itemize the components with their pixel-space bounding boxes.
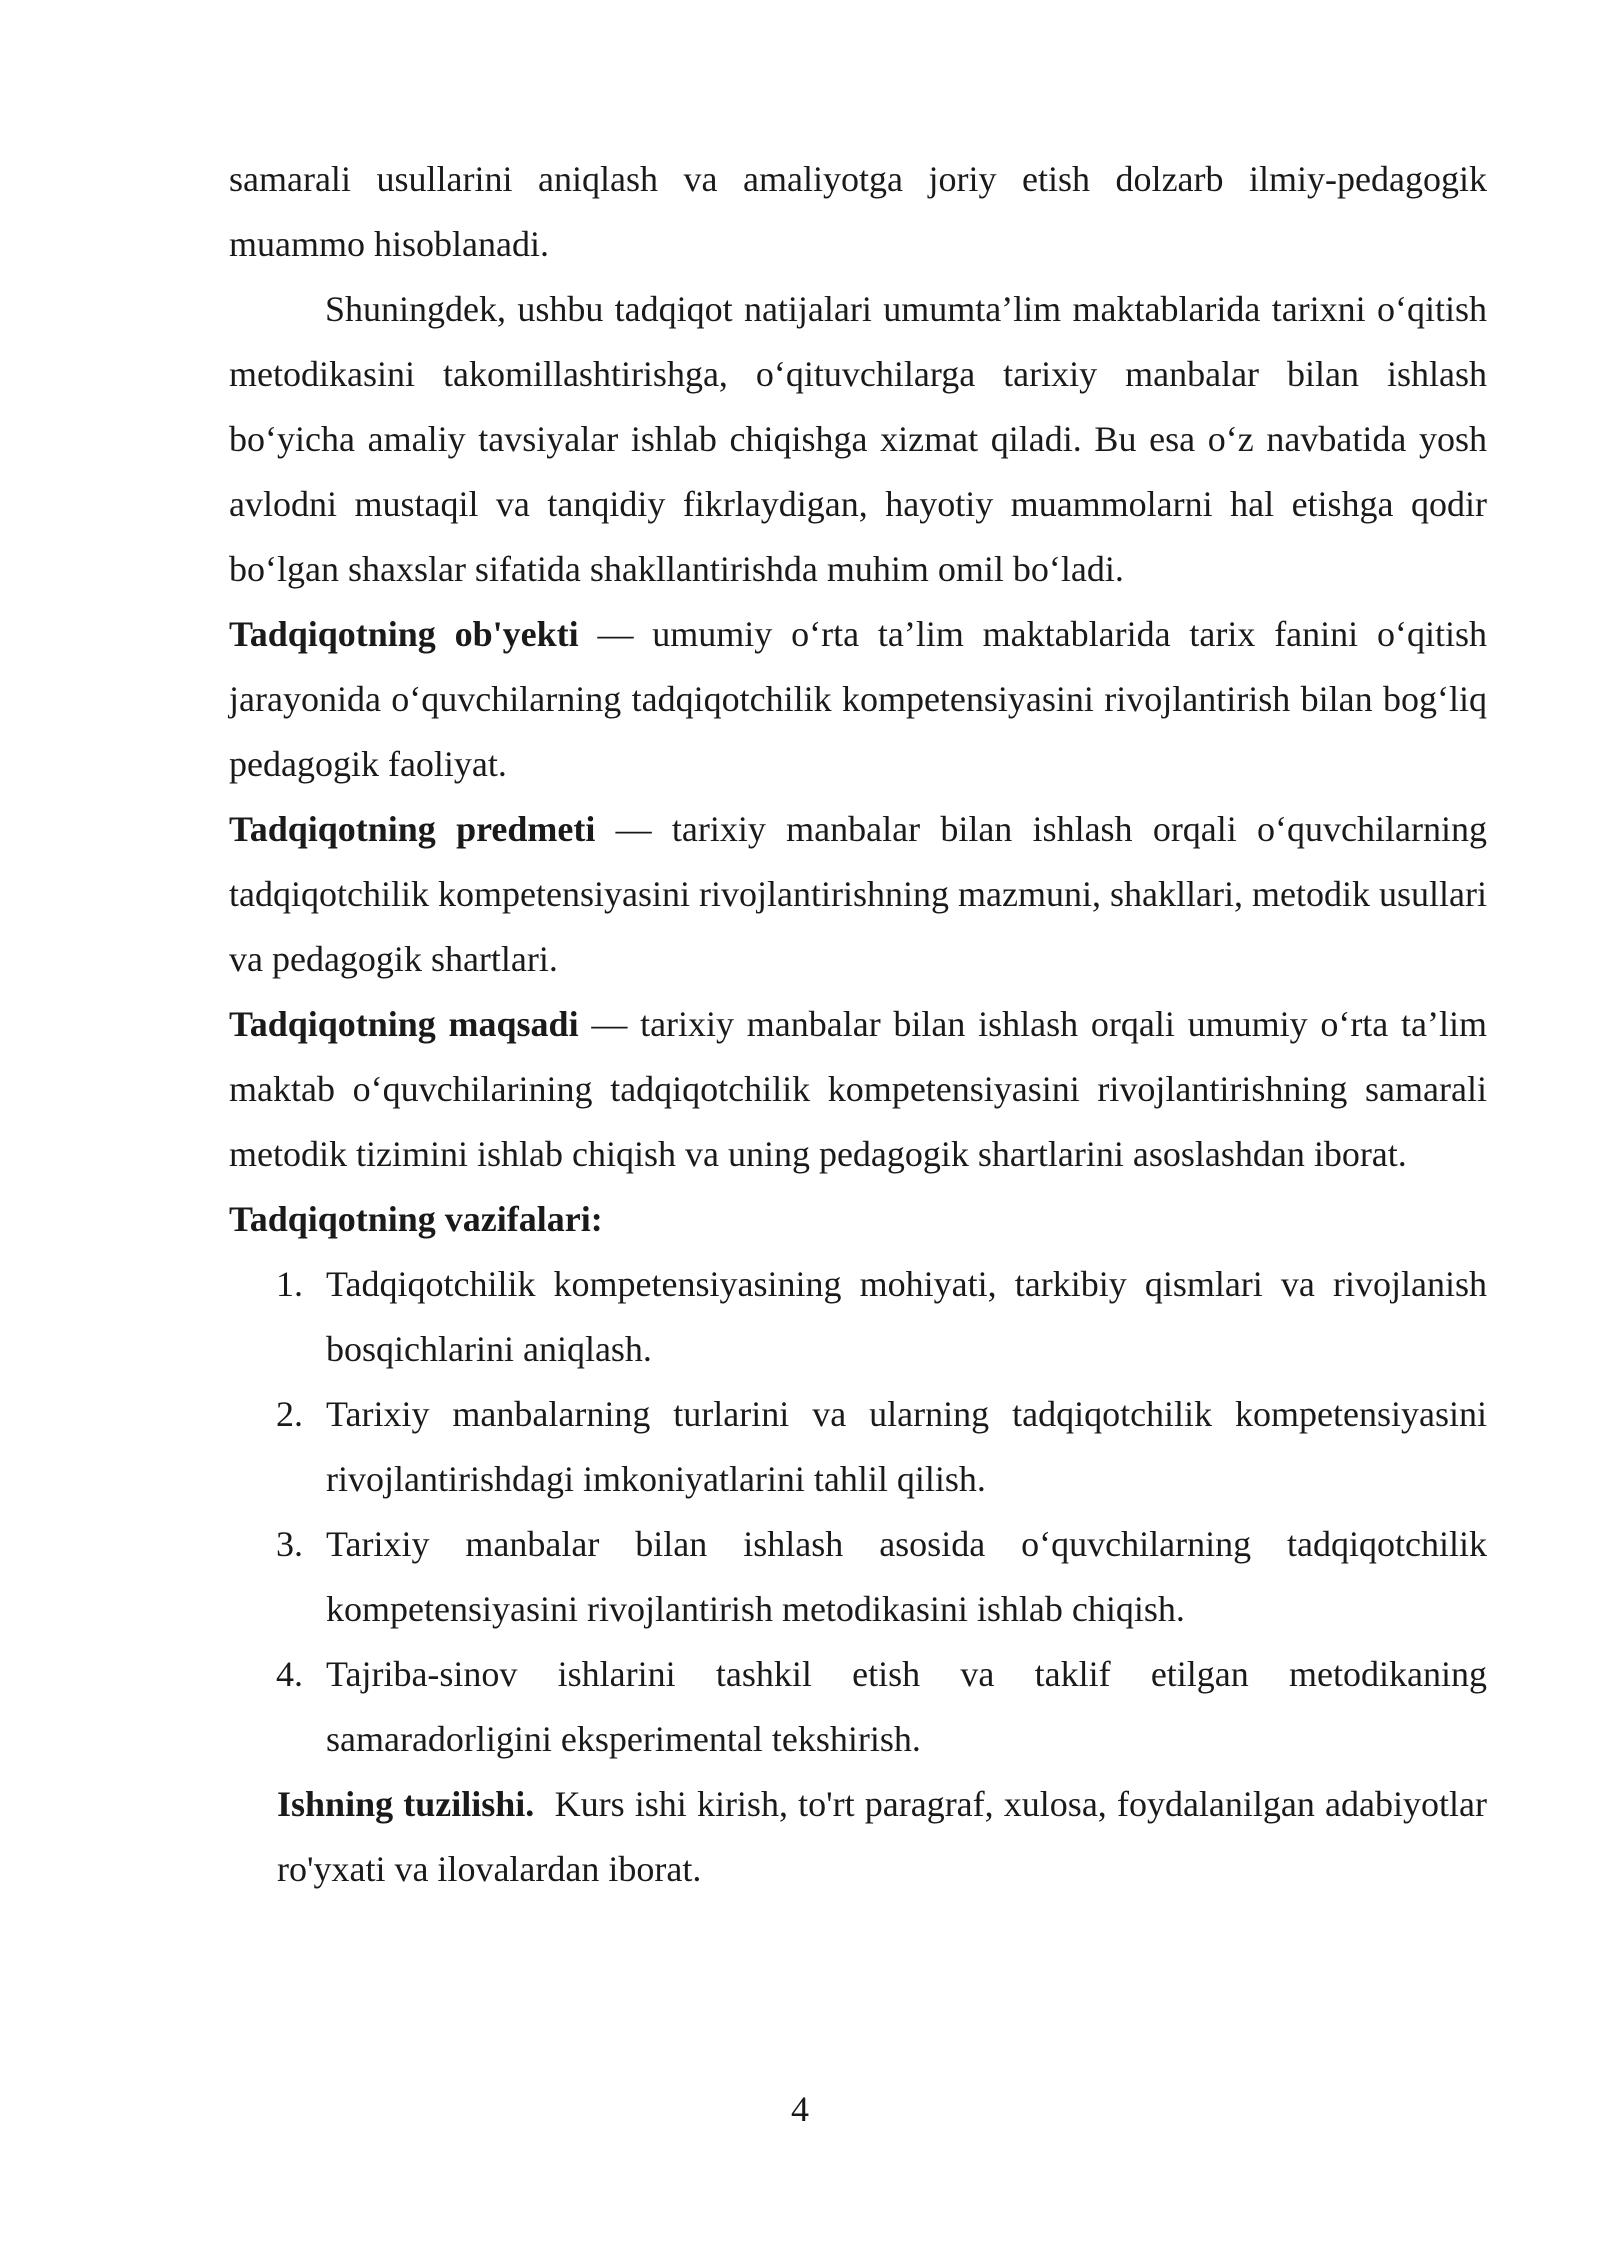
research-subject [229,797,1487,992]
work-structure-label: Ishning tuzilishi. [277,1784,535,1824]
list-item [229,1252,1487,1382]
research-goal [229,992,1487,1187]
research-goal-label: Tadqiqotning maqsadi [229,1004,579,1044]
list-item-text: Tadqiqotchilik kompetensiyasining mohiyati, tarkibiy qismlari va rivojlanish bosqichlarini aniqlash. [326,1264,1487,1369]
work-structure [229,1772,1496,1902]
tasks-heading-text: Tadqiqotning vazifalari: [229,1199,603,1239]
list-item [229,1512,1487,1642]
list-item-text: Tarixiy manbalar bilan ishlash asosida o‘quvchilarning tadqiqotchilik kompetensiyasini rivojlantirish metodikasini ishlab chiqish. [326,1524,1487,1629]
list-item-text: Tarixiy manbalarning turlarini va ularning tadqiqotchilik kompetensiyasini rivojlantirishdagi imkoniyatlarini tahlil qilish. [326,1394,1487,1499]
paragraph-significance: Shuningdek, ushbu tadqiqot natijalari umumta’lim maktablarida tarixni o‘qitish metodikasini takomillashtirishga, o‘qituvchilarga tarixiy manbalar bilan ishlash bo‘yicha amaliy tavsiyalar ishlab chiqishga xizmat qiladi. Bu esa o‘z navbatida yosh avlodni mustaqil va tanqidiy fikrlaydigan, hayotiy muammolarni hal etishga qodir bo‘lgan shaxslar sifatida shakllantirishda muhim omil bo‘ladi. [229,289,1487,589]
list-item-text: Tajriba-sinov ishlarini tashkil etish va taklif etilgan metodikaning samaradorligini eksperimental tekshirish. [326,1654,1487,1759]
research-object [229,602,1487,797]
page-number: 4 [791,2089,809,2129]
research-subject-label: Tadqiqotning predmeti [229,809,596,849]
list-item-number: 2. [276,1394,303,1434]
research-goal-text: — tarixiy manbalar bilan ishlash orqali umumiy o‘rta ta’lim maktab o‘quvchilarining tadqiqotchilik kompetensiyasini rivojlantirishning samarali metodik tizimini ishlab chiqish va uning pedagogik shartlarini asoslashdan iborat. [229,1004,1487,1174]
research-object-text: — umumiy o‘rta ta’lim maktablarida tarix fanini o‘qitish jarayonida o‘quvchilarning tadqiqotchilik kompetensiyasini rivojlantirish bilan bog‘liq pedagogik faoliyat. [229,614,1487,784]
research-object-label: Tadqiqotning ob'yekti [229,614,579,654]
list-item-number: 4. [276,1654,303,1694]
tasks-list [229,1252,1487,1772]
document-page [229,147,1496,1902]
list-item [229,1382,1487,1512]
work-structure-text: Kurs ishi kirish, to'rt paragraf, xulosa, foydalanilgan adabiyotlar ro'yxati va ilovalardan iborat. [277,1784,1496,1889]
research-subject-text: — tarixiy manbalar bilan ishlash orqali o‘quvchilarning tadqiqotchilik kompetensiyasini rivojlantirishning mazmuni, shakllari, metodik usullari va pedagogik shartlari. [229,809,1487,979]
list-item [229,1642,1487,1772]
tasks-heading [229,1187,1487,1252]
paragraph-continuation: samarali usullarini aniqlash va amaliyotga joriy etish dolzarb ilmiy-pedagogik muammo hisoblanadi. [229,159,1487,264]
list-item-number: 3. [276,1524,303,1564]
list-item-number: 1. [276,1264,303,1304]
